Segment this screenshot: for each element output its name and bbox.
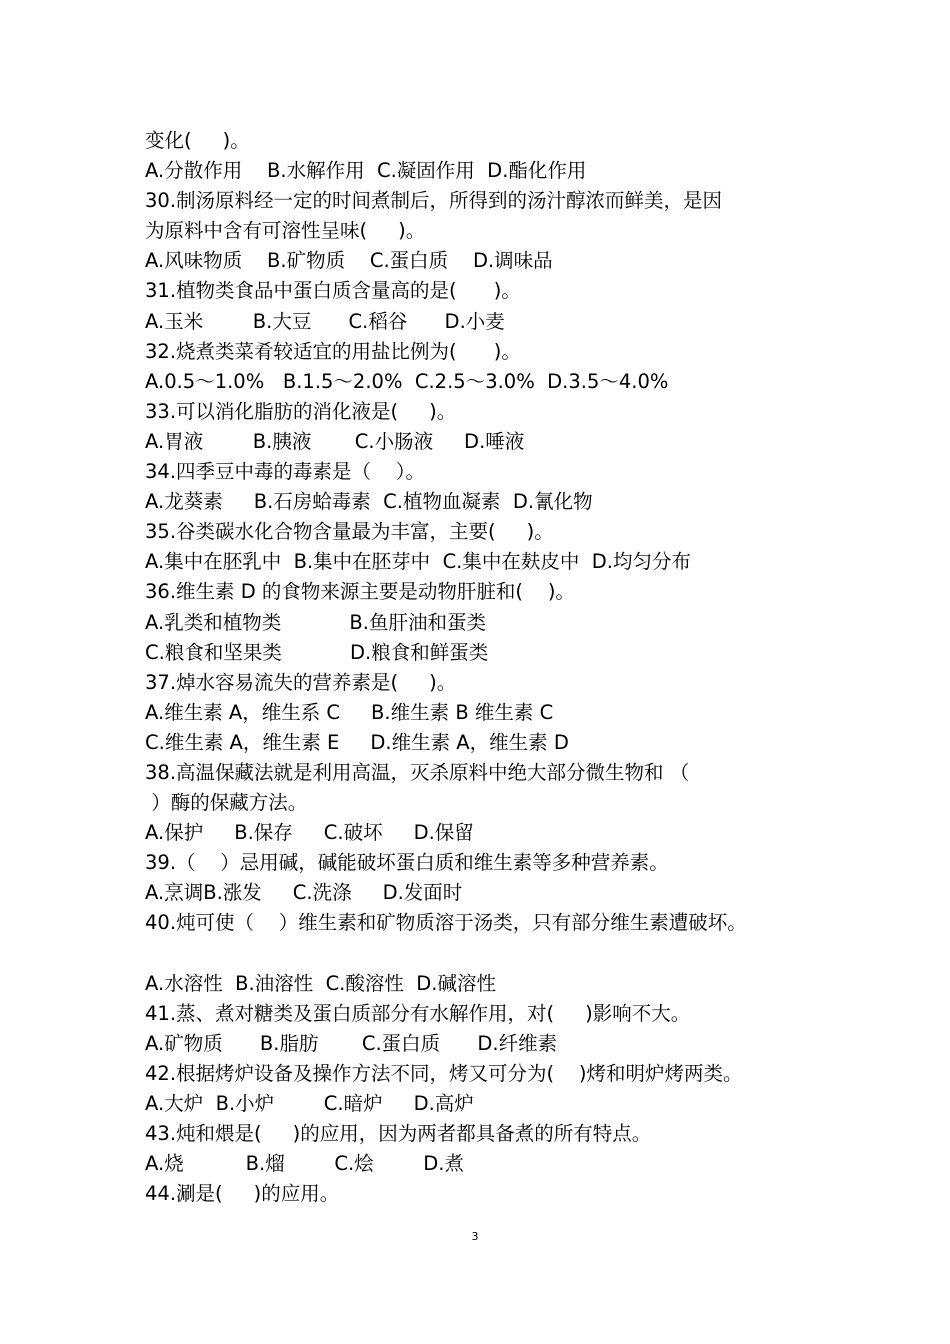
text-line: A.保护 B.保存 C.破坏 D.保留 xyxy=(145,821,474,845)
text-line: C.粮食和坚果类 D.粮食和鲜蛋类 xyxy=(145,640,489,664)
page-number: 3 xyxy=(471,1230,479,1243)
text-line: A.乳类和植物类 B.鱼肝油和蛋类 xyxy=(145,610,486,634)
text-line: A.大炉 B.小炉 C.暗炉 D.高炉 xyxy=(145,1092,474,1115)
text-line: A.烹调B.涨发 C.洗涤 D.发面时 xyxy=(145,881,463,905)
text-line: 40.炖可使（ ）维生素和矿物质溶于汤类，只有部分维生素遭破坏。 xyxy=(145,911,747,935)
text-line: A.维生素 A，维生系 C B.维生素 B 维生素 C xyxy=(145,700,554,724)
text-line: 44.涮是( )的应用。 xyxy=(145,1182,340,1206)
text-line: 43.炖和煨是( )的应用，因为两者都具备煮的所有特点。 xyxy=(145,1122,652,1146)
text-line: 35.谷类碳水化合物含量最为丰富，主要( )。 xyxy=(145,520,554,544)
text-line: ）酶的保藏方法。 xyxy=(145,791,308,815)
text-line: 30.制汤原料经一定的时间煮制后，所得到的汤汁醇浓而鲜美，是因 xyxy=(145,189,723,213)
document-body xyxy=(145,126,835,1209)
text-line: A.分散作用 B.水解作用 C.凝固作用 D.酯化作用 xyxy=(145,159,587,183)
text-line: A.风味物质 B.矿物质 C.蛋白质 D.调味品 xyxy=(145,249,553,273)
text-line: A.水溶性 B.油溶性 C.酸溶性 D.碱溶性 xyxy=(145,971,496,995)
text-line: 为原料中含有可溶性呈味( )。 xyxy=(145,219,426,243)
text-line: A.0.5～1.0% B.1.5～2.0% C.2.5～3.0% D.3.5～4.0% xyxy=(145,369,669,393)
blank-line xyxy=(145,939,835,969)
text-line: 变化( )。 xyxy=(145,129,250,152)
text-line: 36.维生素 D 的食物来源主要是动物肝脏和( )。 xyxy=(145,580,575,604)
text-line: 38.高温保藏法就是利用高温，灭杀原料中绝大部分微生物和 （ xyxy=(145,760,690,784)
text-line: 37.焯水容易流失的营养素是( )。 xyxy=(145,670,457,694)
text-line: 39.（ ）忌用碱，碱能破坏蛋白质和维生素等多种营养素。 xyxy=(145,851,669,875)
text-line: 42.根据烤炉设备及操作方法不同，烤又可分为( )烤和明炉烤两类。 xyxy=(145,1061,743,1085)
text-line: C.维生素 A，维生素 E D.维生素 A，维生素 D xyxy=(145,730,569,754)
text-line: A.矿物质 B.脂肪 C.蛋白质 D.纤维素 xyxy=(145,1031,558,1055)
text-line: A.集中在胚乳中 B.集中在胚芽中 C.集中在麸皮中 D.均匀分布 xyxy=(145,550,691,574)
text-line: 31.植物类食品中蛋白质含量高的是( )。 xyxy=(145,279,521,303)
text-line: 33.可以消化脂肪的消化液是( )。 xyxy=(145,399,457,423)
text-line: 34.四季豆中毒的毒素是（ ）。 xyxy=(145,460,426,484)
text-line: A.烧 B.熘 C.烩 D.煮 xyxy=(145,1152,464,1176)
text-line: 32.烧煮类菜肴较适宜的用盐比例为( )。 xyxy=(145,339,521,363)
text-line: 41.蒸、煮对糖类及蛋白质部分有水解作用，对( )影响不大。 xyxy=(145,1001,691,1025)
text-line: A.胃液 B.胰液 C.小肠液 D.唾液 xyxy=(145,429,525,453)
text-line: A.玉米 B.大豆 C.稻谷 D.小麦 xyxy=(145,309,505,333)
text-line: A.龙葵素 B.石房蛤毒素 C.植物血凝素 D.氰化物 xyxy=(145,490,593,514)
